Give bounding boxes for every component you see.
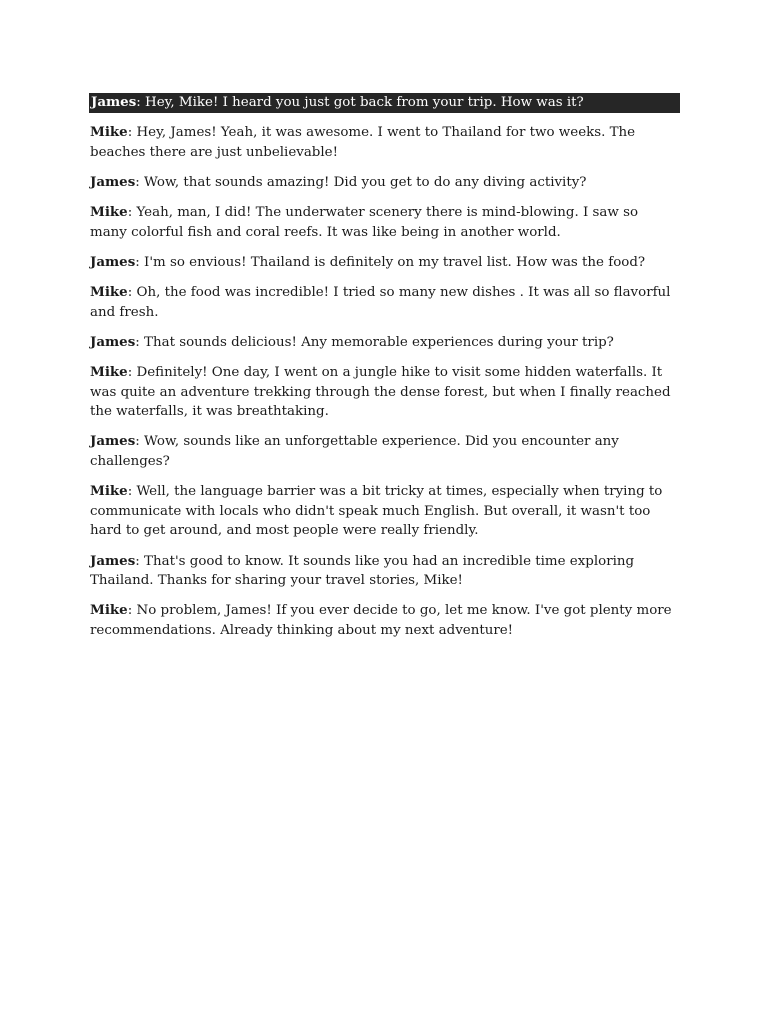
dialogue-line <box>89 363 680 422</box>
speaker-name: James <box>90 173 136 190</box>
separator: : <box>127 125 137 141</box>
separator: : <box>135 553 145 569</box>
dialogue-line <box>89 203 680 242</box>
line-text: Wow, sounds like an unforgettable experience. Did you encounter any challenges? <box>90 434 619 470</box>
separator: : <box>127 365 137 381</box>
separator: : <box>127 205 137 221</box>
line-text: Well, the language barrier was a bit tricky at times, especially when trying to communicate with locals who didn't speak much English. But overall, it wasn't too hard to get around, and most people were really friendly. <box>90 484 663 539</box>
line-text: I'm so envious! Thailand is definitely on my travel list. How was the food? <box>144 254 646 270</box>
speaker-name: Mike <box>90 204 128 221</box>
speaker-name: Mike <box>90 284 128 301</box>
dialogue-line <box>89 333 680 353</box>
line-text: Hey, Mike! I heard you just got back from your trip. How was it? <box>145 95 584 110</box>
dialogue-line <box>89 482 680 541</box>
speaker-name: Mike <box>90 364 128 381</box>
dialogue-line <box>89 253 680 273</box>
speaker-name: James <box>90 333 136 350</box>
separator: : <box>136 95 146 110</box>
line-text: Wow, that sounds amazing! Did you get to do any diving activity? <box>144 174 587 190</box>
separator: : <box>135 174 145 190</box>
line-text: Yeah, man, I did! The underwater scenery there is mind-blowing. I saw so many colorful fish and coral reefs. It was like being in another world. <box>90 205 639 240</box>
separator: : <box>135 254 145 270</box>
speaker-name: Mike <box>90 602 128 619</box>
speaker-name: James <box>90 552 136 569</box>
separator: : <box>127 484 137 500</box>
dialogue-line <box>89 432 680 471</box>
line-text: That's good to know. It sounds like you had an incredible time exploring Thailand. Thanks for sharing your travel stories, Mike! <box>90 553 635 589</box>
separator: : <box>135 334 145 350</box>
line-text: That sounds delicious! Any memorable experiences during your trip? <box>144 334 614 350</box>
dialogue <box>89 93 680 651</box>
dialogue-line <box>89 552 680 591</box>
line-text: Definitely! One day, I went on a jungle hike to visit some hidden waterfalls. It was quite an adventure trekking through the dense forest, but when I finally reached the waterfalls, it was breathtaking. <box>90 365 671 420</box>
dialogue-line <box>89 173 680 193</box>
speaker-name: James <box>90 253 136 270</box>
separator: : <box>127 285 137 301</box>
separator: : <box>127 603 137 619</box>
speaker-name: Mike <box>90 124 128 141</box>
dialogue-line <box>89 601 680 640</box>
speaker-name: James <box>91 94 137 110</box>
separator: : <box>135 434 145 450</box>
dialogue-line <box>89 93 680 113</box>
dialogue-line <box>89 123 680 162</box>
line-text: Oh, the food was incredible! I tried so many new dishes . It was all so flavorful and fresh. <box>90 285 671 320</box>
line-text: Hey, James! Yeah, it was awesome. I went to Thailand for two weeks. The beaches there are just unbelievable! <box>90 125 636 160</box>
dialogue-line <box>89 283 680 322</box>
line-text: No problem, James! If you ever decide to go, let me know. I've got plenty more recommendations. Already thinking about my next adventure! <box>90 603 672 638</box>
speaker-name: Mike <box>90 483 128 500</box>
speaker-name: James <box>90 433 136 450</box>
